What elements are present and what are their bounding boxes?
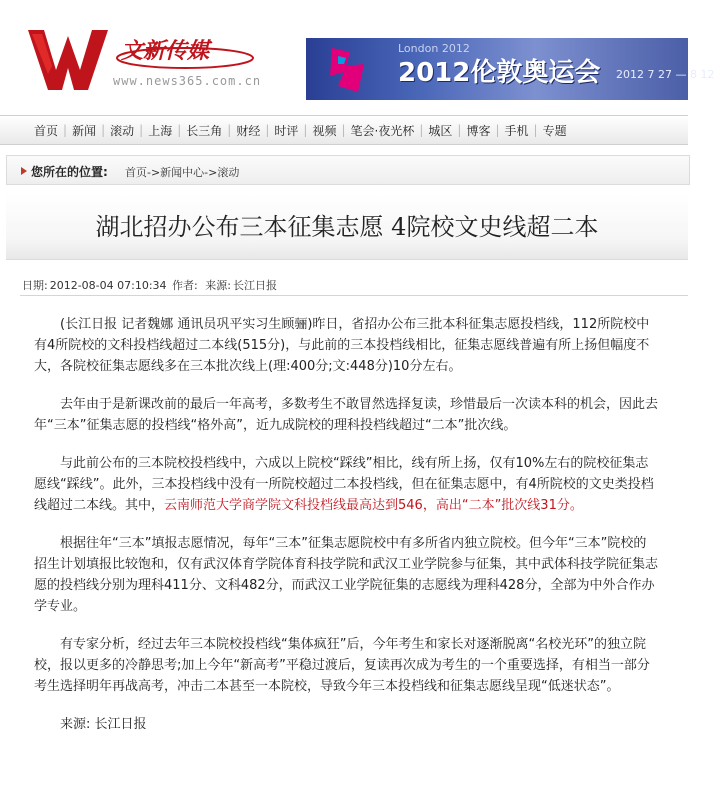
nav-separator: | — [139, 123, 144, 137]
author-label: 作者: — [172, 279, 198, 292]
nav-separator: | — [265, 123, 270, 137]
title-box — [6, 193, 688, 260]
nav-item[interactable]: 视频 — [312, 123, 337, 138]
nav-separator: | — [419, 123, 424, 137]
nav-item[interactable]: 首页 — [34, 123, 59, 138]
source-line: 来源: 长江日报 — [60, 717, 147, 732]
article-title: 湖北招办公布三本征集志愿 4院校文史线超二本 — [95, 213, 599, 241]
nav-separator: | — [533, 123, 538, 137]
paragraph-4: 根据往年“三本”填报志愿情况，每年“三本”征集志愿院校中有多所省内独立院校。但今年“三本”院校的招生计划填报比较饱和，仅有武汉体育学院体育科技学院和武汉工业学院参与征集，其中武体科技学院征集志愿的投档线分别为理科411分、文科482分，而武汉工业学院征集的志愿线为理科428分，全部为中外合作办学专业。 — [34, 536, 659, 614]
wenxin-logo-text — [115, 36, 255, 70]
olympics-emblem-icon — [328, 46, 368, 94]
paragraph-3-text: 与此前公布的三本院校投档线中，六成以上院校“踩线”相比，线有所上扬，仅有10%左右的院校征集志愿线“踩线”。此外，三本投档线中没有一所院校超过二本投档线，但在征集志愿中，有4所院校的文史类投档线超过二本线。其中， — [34, 456, 654, 513]
source-label: 来源: — [205, 279, 231, 292]
nav-separator: | — [177, 123, 182, 137]
nav-item[interactable]: 博客 — [466, 123, 491, 138]
banner-subtitle: London 2012 — [398, 42, 470, 55]
nav-item[interactable]: 手机 — [504, 123, 529, 138]
nav-item[interactable]: 长三角 — [186, 123, 223, 138]
site-url: www.news365.com.cn — [113, 74, 262, 88]
highlight-text: 云南师范大学商学院文科投档线最高达到546，高出“二本”批次线31分。 — [164, 498, 583, 513]
nav-item[interactable]: 时评 — [274, 123, 299, 138]
source-value: 长江日报 — [232, 279, 277, 292]
olympics-banner[interactable] — [306, 38, 714, 100]
article-meta — [22, 277, 279, 293]
paragraph-3 — [34, 453, 659, 516]
nav-item[interactable]: 笔会·夜光杯 — [350, 123, 415, 138]
paragraph-2: 去年由于是新课改前的最后一年高考，多数考生不敢冒然选择复读，珍惜最后一次读本科的机会，因此去年“三本”征集志愿的投档线“格外高”，近九成院校的理科投档线超过“二本”批次线。 — [34, 397, 659, 433]
nav-list — [34, 116, 567, 144]
nav-separator: | — [303, 123, 308, 137]
breadcrumb — [6, 155, 690, 185]
date-value: 2012-08-04 07:10:34 — [49, 279, 167, 292]
date-label: 日期: — [22, 279, 48, 292]
paragraph-1: (长江日报 记者魏娜 通讯员巩平实习生顾骊)昨日，省招办公布三批本科征集志愿投档线，112所院校中有4所院校的文科投档线超过二本线(515分)，与此前的三本投档线相比，征集志愿线普遍有所上扬但幅度不大，各院校征集志愿线多在三本批次线上(理:400分;文:448分)10分左右。 — [34, 317, 650, 374]
site-header — [0, 0, 714, 112]
breadcrumb-path[interactable]: 首页->新闻中心->滚动 — [125, 166, 240, 179]
nav-separator: | — [101, 123, 106, 137]
svg-text:文新传媒: 文新传媒 — [121, 38, 210, 64]
nav-separator: | — [227, 123, 232, 137]
nav-item[interactable]: 财经 — [236, 123, 261, 138]
meta-divider — [20, 295, 688, 296]
banner-date: 2012 7 27 — 8 12 — [616, 68, 714, 81]
nav-separator: | — [341, 123, 346, 137]
nav-separator: | — [495, 123, 500, 137]
main-nav — [0, 115, 688, 145]
wenxin-logo-icon[interactable] — [28, 30, 108, 92]
arrow-right-icon — [21, 167, 27, 175]
paragraph-5: 有专家分析，经过去年三本院校投档线“集体疯狂”后，今年考生和家长对逐渐脱离“名校光环”的独立院校，报以更多的冷静思考;加上今年“新高考”平稳过渡后，复读再次成为考生的一个重要选择，有相当一部分考生选择明年再战高考，冲击二本甚至一本院校，导致今年三本投档线和征集志愿线呈现“低迷状态”。 — [34, 637, 650, 694]
nav-item[interactable]: 新闻 — [72, 123, 97, 138]
article-body — [34, 314, 659, 752]
nav-item[interactable]: 上海 — [148, 123, 173, 138]
nav-separator: | — [457, 123, 462, 137]
breadcrumb-label: 您所在的位置: — [31, 165, 108, 179]
nav-item[interactable]: 专题 — [542, 123, 567, 138]
nav-item[interactable]: 城区 — [428, 123, 453, 138]
nav-separator: | — [63, 123, 68, 137]
nav-item[interactable]: 滚动 — [110, 123, 135, 138]
banner-title: 2012伦敦奥运会 — [398, 58, 601, 88]
